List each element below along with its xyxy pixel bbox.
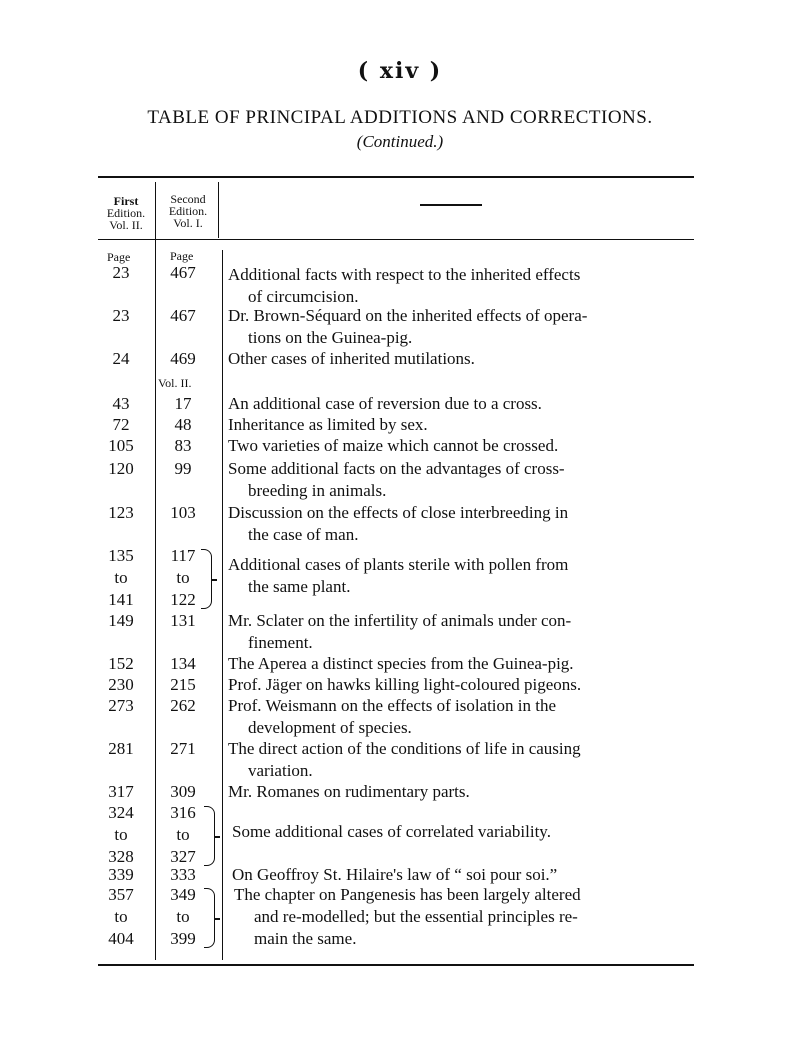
range-end: 328 (108, 847, 134, 866)
first-edition-page: 23 (112, 306, 130, 325)
description-header-dash (420, 204, 482, 206)
second-edition-page: 83 (174, 436, 192, 455)
entry-line: Prof. Jäger on hawks killing light-coloured pigeons. (228, 675, 582, 694)
entry-line: Dr. Brown-Séquard on the inherited effects of opera- (228, 306, 588, 325)
entry-description (228, 502, 704, 546)
range-to: to (176, 907, 190, 926)
entry-line: An additional case of reversion due to a cross. (228, 394, 542, 413)
entry-line: the same plant. (248, 577, 351, 596)
first-edition-page-range (91, 802, 151, 868)
entry-description (234, 884, 704, 950)
first-edition-page: 120 (108, 459, 134, 478)
second-edition-page: 99 (174, 459, 192, 478)
range-to: to (176, 568, 190, 587)
entry-description (228, 554, 704, 598)
second-edition-page: 467 (170, 306, 196, 325)
page-number: ( xiv ) (357, 58, 443, 84)
entry-line: Some additional cases of correlated variability. (232, 822, 551, 841)
column-divider-2 (218, 182, 219, 238)
second-edition-page: 215 (170, 675, 196, 694)
range-end: 399 (170, 929, 196, 948)
second-edition-page: 134 (170, 654, 196, 673)
second-edition-page: 103 (170, 503, 196, 522)
entry-description (228, 610, 704, 654)
entry-description (232, 864, 708, 886)
range-start: 324 (108, 803, 134, 822)
range-brace (201, 549, 212, 609)
first-edition-page-range (91, 884, 151, 950)
entry-line: Mr. Romanes on rudimentary parts. (228, 782, 470, 801)
range-start: 117 (170, 546, 196, 565)
range-to: to (114, 825, 128, 844)
range-start: 349 (170, 885, 196, 904)
entry-description (232, 821, 708, 843)
bottom-rule (98, 964, 694, 966)
second-edition-page: 48 (174, 415, 192, 434)
second-edition-page: 271 (170, 739, 196, 758)
first-edition-page: 105 (108, 436, 134, 455)
entry-description (228, 264, 704, 308)
entry-description (228, 414, 704, 436)
entry-line: breeding in animals. (248, 481, 387, 500)
first-edition-page: 72 (112, 415, 130, 434)
range-start: 316 (170, 803, 196, 822)
range-end: 141 (108, 590, 134, 609)
entry-description (228, 435, 704, 457)
range-to: to (114, 568, 128, 587)
first-edition-page: 317 (108, 782, 134, 801)
entry-description (228, 653, 704, 675)
page-subtitle: (Continued.) (356, 132, 444, 151)
range-end: 327 (170, 847, 196, 866)
entry-line: On Geoffroy St. Hilaire's law of “ soi pour soi.” (232, 865, 558, 884)
first-edition-header-line: First (113, 194, 139, 208)
entry-description (228, 458, 704, 502)
entry-description (228, 738, 704, 782)
first-edition-page: 230 (108, 675, 134, 694)
first-edition-page: 123 (108, 503, 134, 522)
entry-description (228, 674, 704, 696)
entry-line: Inheritance as limited by sex. (228, 415, 428, 434)
second-edition-header-line: Vol. I. (173, 216, 203, 230)
page-label: Page (107, 250, 131, 264)
entry-line: variation. (248, 761, 313, 780)
entry-line: The chapter on Pangenesis has been largely altered (234, 885, 581, 904)
second-edition-page: 467 (170, 263, 196, 282)
range-end: 404 (108, 929, 134, 948)
entry-line: Additional facts with respect to the inherited effects (228, 265, 581, 284)
entry-line: main the same. (254, 929, 357, 948)
first-edition-header-line: Vol. II. (109, 218, 143, 232)
first-edition-page: 24 (112, 349, 130, 368)
first-edition-header-line: Edition. (106, 206, 146, 220)
first-edition-page: 281 (108, 739, 134, 758)
second-edition-header-line: Edition. (168, 204, 208, 218)
range-to: to (114, 907, 128, 926)
entry-line: and re-modelled; but the essential principles re- (254, 907, 578, 926)
second-edition-header-line: Second (170, 192, 206, 206)
first-edition-page: 273 (108, 696, 134, 715)
first-edition-header (96, 195, 156, 231)
volume-label: Vol. II. (158, 376, 192, 390)
second-edition-page: 469 (170, 349, 196, 368)
first-edition-page: 152 (108, 654, 134, 673)
page-title: TABLE OF PRINCIPAL ADDITIONS AND CORRECTIONS. (147, 107, 653, 128)
entry-description (228, 695, 704, 739)
entry-description (228, 393, 704, 415)
entry-line: Discussion on the effects of close interbreeding in (228, 503, 569, 522)
entry-line: the case of man. (248, 525, 359, 544)
entry-line: Other cases of inherited mutilations. (228, 349, 475, 368)
entry-line: development of species. (248, 718, 412, 737)
second-edition-header (158, 193, 218, 229)
entry-line: Some additional facts on the advantages of cross- (228, 459, 565, 478)
range-to: to (176, 825, 190, 844)
entry-line: The direct action of the conditions of life in causing (228, 739, 581, 758)
entry-line: Two varieties of maize which cannot be crossed. (228, 436, 559, 455)
entry-line: Prof. Weismann on the effects of isolation in the (228, 696, 557, 715)
column-divider-3 (222, 250, 223, 960)
entry-description (228, 781, 704, 803)
range-end: 122 (170, 590, 196, 609)
second-edition-page: 309 (170, 782, 196, 801)
second-edition-page: 17 (174, 394, 192, 413)
page-label: Page (170, 249, 194, 263)
range-start: 357 (108, 885, 134, 904)
range-brace (204, 888, 215, 948)
first-edition-page: 23 (112, 263, 130, 282)
entry-line: tions on the Guinea-pig. (248, 328, 413, 347)
entry-line: Mr. Sclater on the infertility of animals under con- (228, 611, 572, 630)
entry-line: of circumcision. (248, 287, 359, 306)
entry-line: The Aperea a distinct species from the Guinea-pig. (228, 654, 574, 673)
range-start: 135 (108, 546, 134, 565)
second-edition-page: 131 (170, 611, 196, 630)
second-edition-page: 333 (170, 865, 196, 884)
first-edition-page: 339 (108, 865, 134, 884)
entry-line: Additional cases of plants sterile with pollen from (228, 555, 569, 574)
entry-description (228, 348, 704, 370)
first-edition-page-range (91, 545, 151, 611)
range-brace (204, 806, 215, 866)
first-edition-page: 149 (108, 611, 134, 630)
entry-line: finement. (248, 633, 313, 652)
header-rule (98, 239, 694, 240)
top-rule (98, 176, 694, 178)
second-edition-page: 262 (170, 696, 196, 715)
first-edition-page: 43 (112, 394, 130, 413)
entry-description (228, 305, 704, 349)
